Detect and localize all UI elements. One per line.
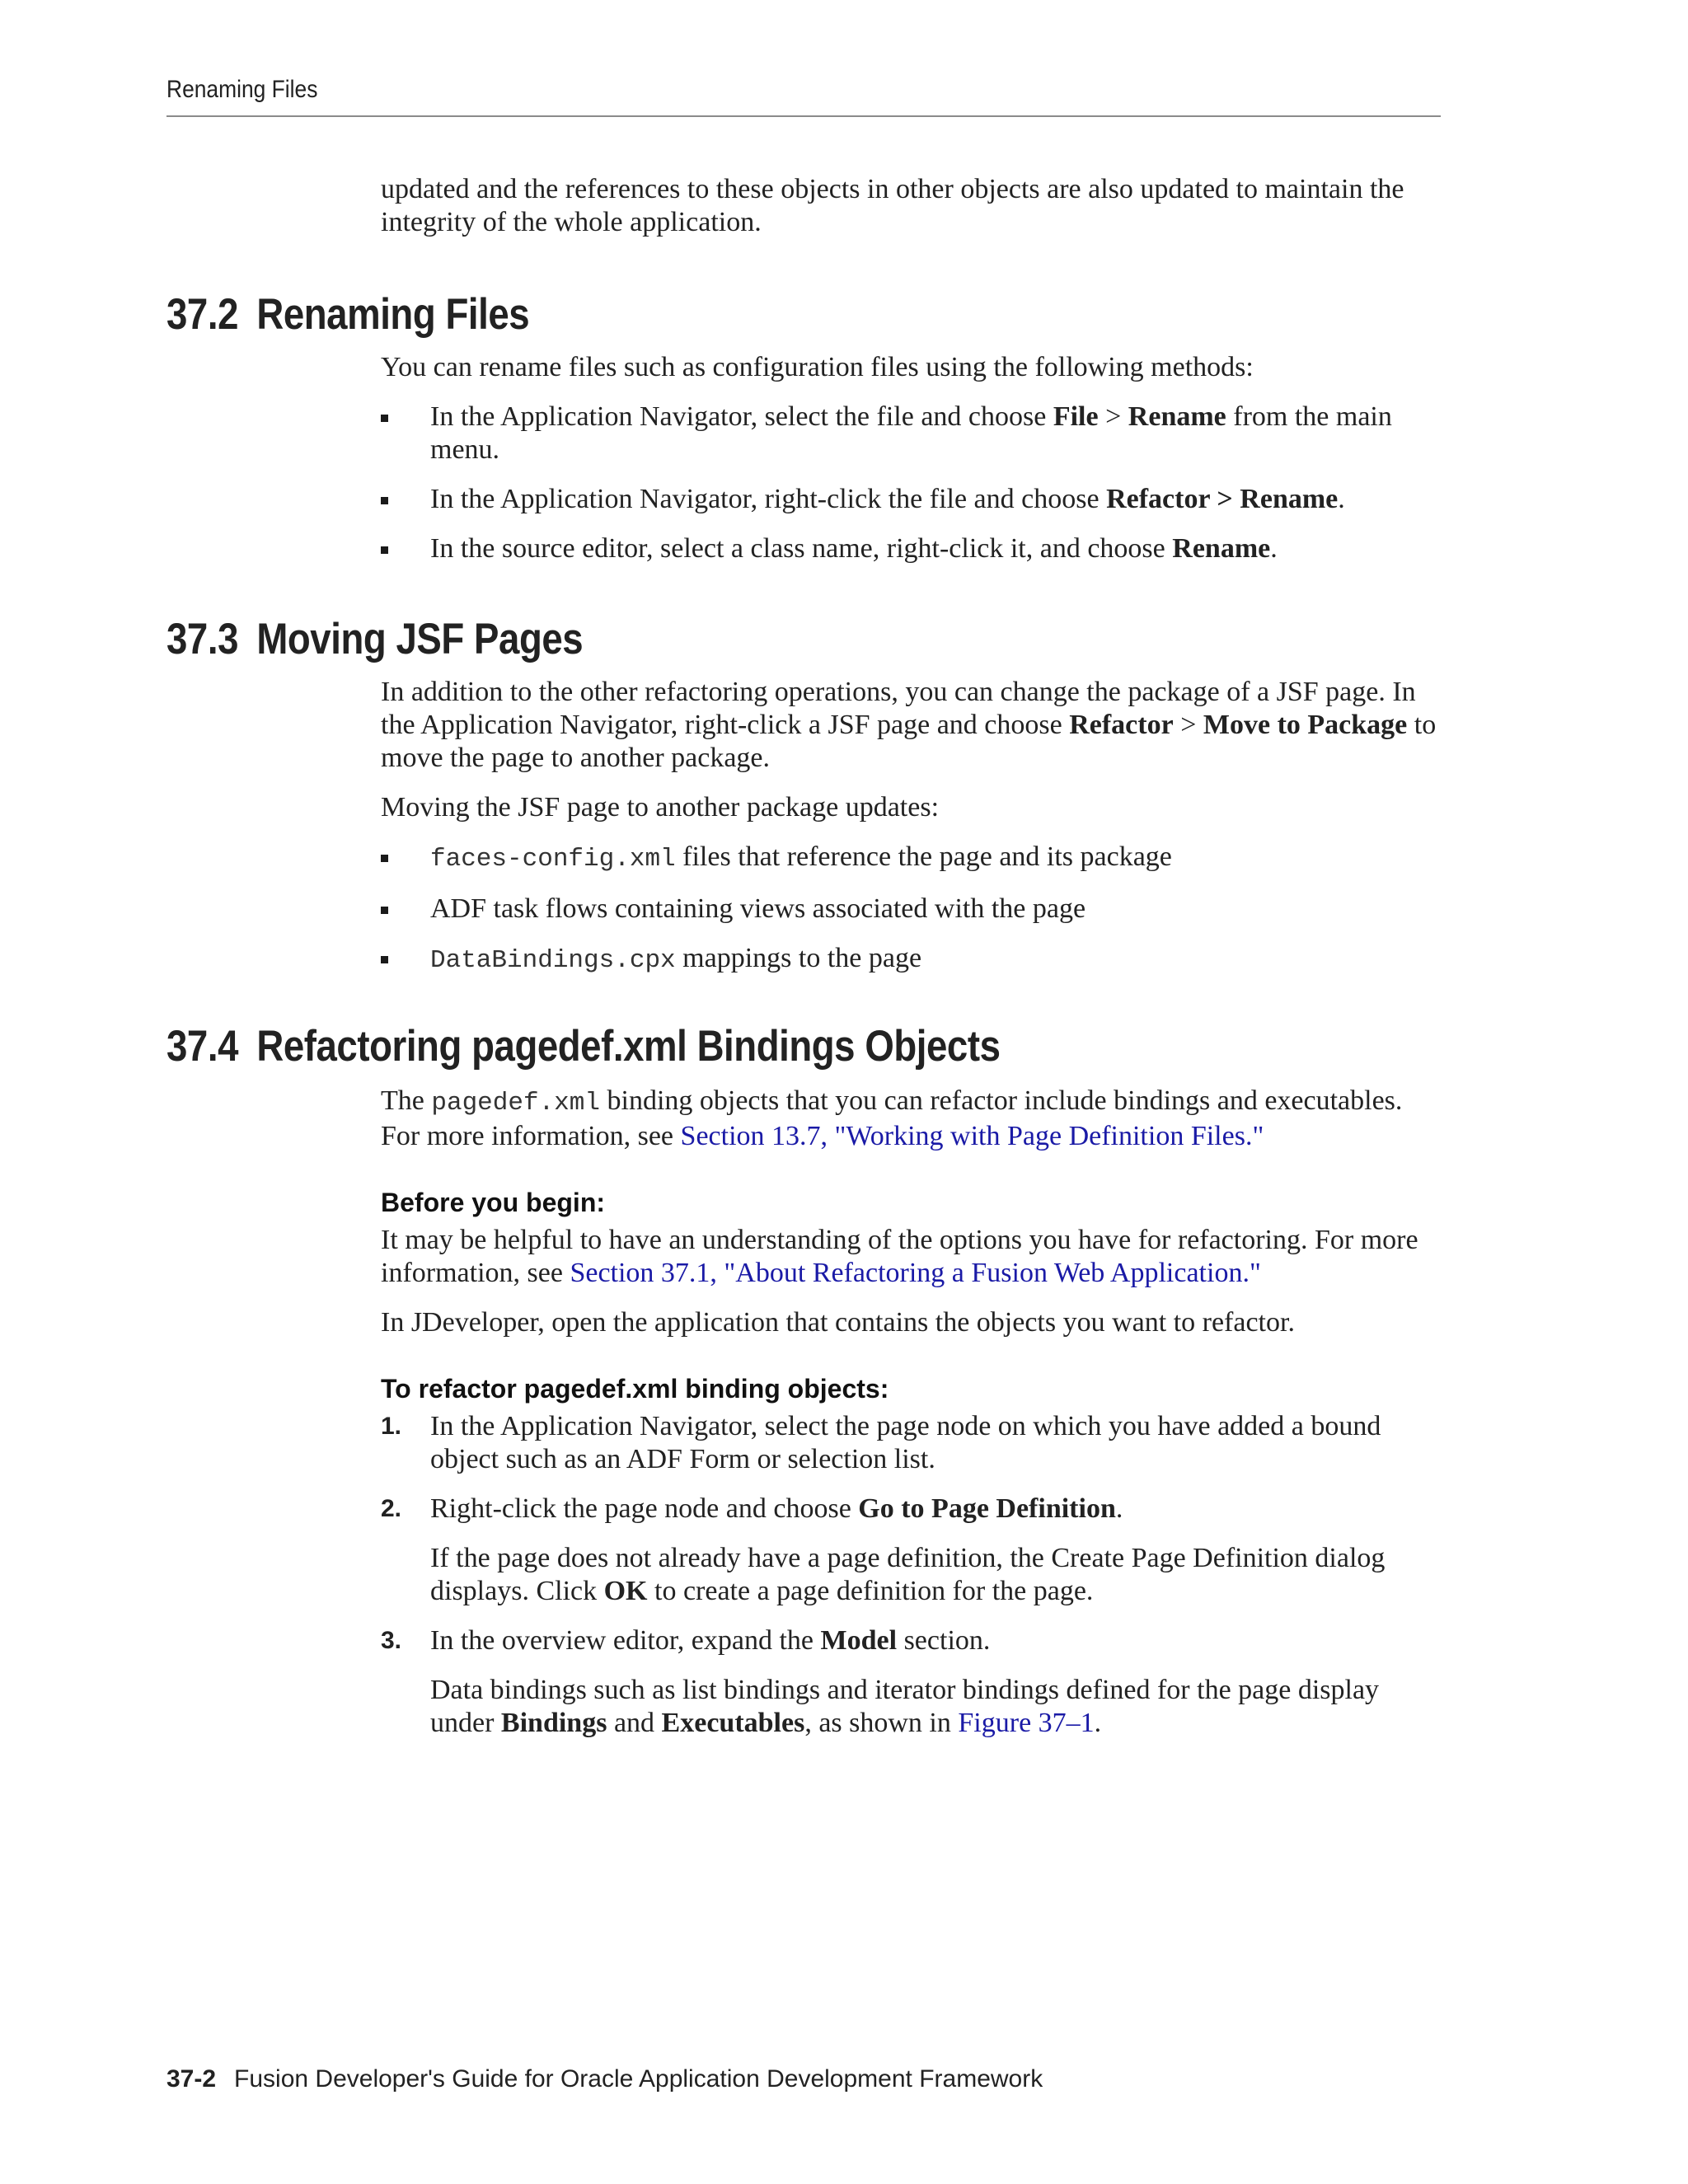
- before-you-begin-heading: Before you begin:: [381, 1188, 606, 1217]
- step-detail: Data bindings such as list bindings and iterator bindings defined for the page display under Bindings and Executables, as shown in Figure 37–1.: [430, 1675, 1380, 1738]
- menu-path: Refactor > Rename: [1106, 484, 1339, 514]
- list-item: faces-config.xml files that reference the page and its package: [381, 841, 1444, 876]
- bullet-icon: [381, 956, 388, 963]
- section-heading-37-3: [166, 615, 583, 664]
- page-footer: [166, 2065, 1043, 2093]
- running-header: Renaming Files: [166, 76, 318, 103]
- section-number: 37.4: [166, 1022, 238, 1071]
- step-number: 2.: [381, 1495, 402, 1522]
- intro-paragraph: updated and the references to these objects in other objects are also updated to maintain the integrity of the whole application.: [381, 174, 1404, 237]
- section-heading-37-2: [166, 290, 529, 340]
- procedure-heading: To refactor pagedef.xml binding objects:: [381, 1374, 889, 1404]
- procedure-steps: [381, 1410, 1444, 1740]
- page-number: 37-2: [166, 2065, 217, 2093]
- paragraph: In JDeveloper, open the application that contains the objects you want to refactor.: [381, 1307, 1295, 1338]
- paragraph: It may be helpful to have an understanding of the options you have for refactoring. For more information, see Section 37.1, "About Refactoring a Fusion Web Application.": [381, 1225, 1418, 1288]
- bullet-icon: [381, 415, 388, 422]
- cross-reference-link[interactable]: Section 13.7, "Working with Page Definition Files.": [680, 1121, 1264, 1151]
- figure-link[interactable]: Figure 37–1: [958, 1708, 1095, 1738]
- menu-item-name: Rename: [1172, 533, 1271, 564]
- step-number: 3.: [381, 1627, 402, 1654]
- bullet-icon: [381, 907, 388, 914]
- book-title: Fusion Developer's Guide for Oracle Application Development Framework: [234, 2065, 1043, 2093]
- intro-block: [381, 173, 1444, 255]
- section-title: Renaming Files: [256, 290, 530, 339]
- bullet-list: [381, 841, 1444, 977]
- list-item: DataBindings.cpx mappings to the page: [381, 942, 1444, 977]
- section-title: Refactoring pagedef.xml Bindings Objects: [256, 1022, 1001, 1071]
- procedure-step: 2. Right-click the page node and choose Go to Page Definition. If the page does not already have a page definition, the Create Page Definition dialog displays. Click OK to create a page definition for the page.: [381, 1493, 1444, 1608]
- list-item: In the Application Navigator, right-click the file and choose Refactor > Rename.: [381, 483, 1444, 516]
- cross-reference-link[interactable]: Section 37.1, "About Refactoring a Fusion Web Application.": [570, 1258, 1261, 1288]
- section-title: Moving JSF Pages: [256, 615, 584, 663]
- section-heading-37-4: [166, 1022, 1001, 1071]
- paragraph: The pagedef.xml binding objects that you can refactor include bindings and executables. For more information, see Section 13.7, "Working with Page Definition Files.": [381, 1085, 1403, 1151]
- list-item: In the Application Navigator, select the file and choose File > Rename from the main menu.: [381, 401, 1444, 466]
- procedure-step: 1. In the Application Navigator, select the page node on which you have added a bound object such as an ADF Form or selection list.: [381, 1411, 1381, 1474]
- list-item: In the source editor, select a class name, right-click it, and choose Rename.: [381, 532, 1444, 565]
- bullet-icon: [381, 497, 388, 504]
- bullet-icon: [381, 855, 388, 862]
- paragraph: You can rename files such as configuration files using the following methods:: [381, 352, 1254, 382]
- menu-name: File: [1053, 401, 1099, 432]
- code-filename: DataBindings.cpx: [430, 946, 676, 975]
- bullet-icon: [381, 546, 388, 554]
- section-number: 37.3: [166, 615, 238, 663]
- procedure-step: 3. In the overview editor, expand the Model section. Data bindings such as list bindings and iterator bindings defined for the page display under Bindings and Executables, as shown in Figure 37–1.: [381, 1624, 1444, 1740]
- list-item: ADF task flows containing views associated with the page: [381, 893, 1444, 926]
- menu-item-name: Rename: [1128, 401, 1226, 432]
- header-rule: [166, 115, 1441, 117]
- code-filename: faces-config.xml: [430, 845, 676, 874]
- code-filename: pagedef.xml: [431, 1089, 600, 1118]
- section-number: 37.2: [166, 290, 238, 339]
- step-number: 1.: [381, 1413, 402, 1440]
- paragraph: In addition to the other refactoring operations, you can change the package of a JSF page. In the Application Navigator, right-click a JSF page and choose Refactor > Move to Package to move the page to another package.: [381, 677, 1437, 773]
- section-37-3-body: [381, 676, 1444, 994]
- section-37-4-body: [381, 1085, 1444, 1756]
- paragraph: Moving the JSF page to another package updates:: [381, 792, 940, 823]
- bullet-list: [381, 401, 1444, 565]
- step-detail: If the page does not already have a page definition, the Create Page Definition dialog displays. Click OK to create a page definition for the page.: [430, 1543, 1386, 1606]
- section-37-2-body: [381, 351, 1444, 582]
